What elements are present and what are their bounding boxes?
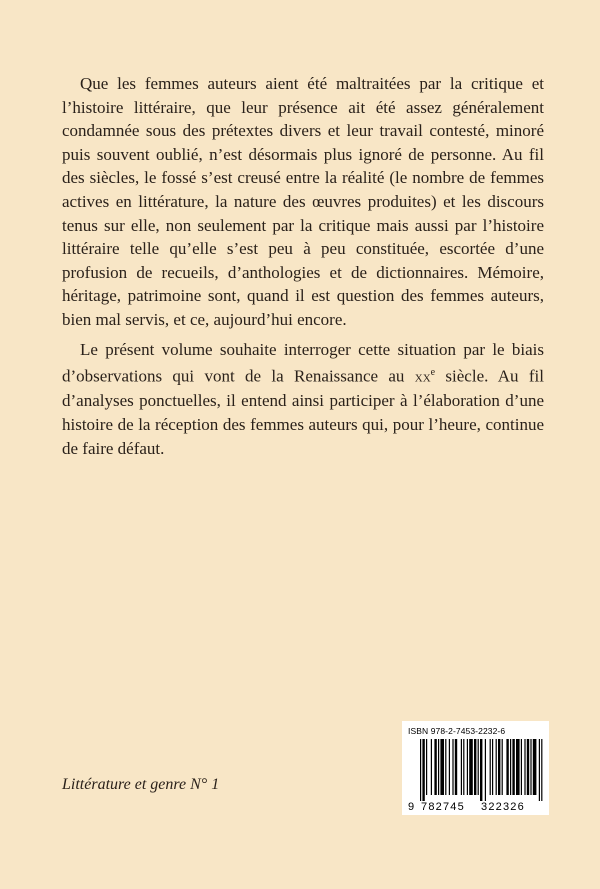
barcode-bar [490,739,491,795]
barcode-bar [502,739,503,795]
barcode-bar [492,739,493,795]
paragraph-2-part-1: Le présent volume souhaite interroger cette situation par le biais d’observations qui vont de la Renaissance au [62,339,544,386]
barcode-graphic [402,737,549,815]
barcode-bar [431,739,432,795]
barcode-group-1: 782745 [421,801,465,813]
barcode-bar [455,739,457,795]
barcode-bar [438,739,439,795]
barcode-bar [510,739,511,795]
barcode-bar [539,739,540,801]
barcode-bar [461,739,462,795]
barcode-bar [485,739,486,801]
barcode-bar [478,739,479,795]
paragraph-1: Que les femmes auteurs aient été maltraitées par la critique et l’histoire littéraire, que leur présence ait été assez généralement condamnée sous des prétextes divers et leur travail contesté, minoré puis souvent oublié, n’est désormais plus ignoré de personne. Au fil des siècles, le fossé s’est creusé entre la réalité (le nombre de femmes actives en littérature, la nature des œuvres produites) et les discours tenus sur elle, non seulement par la critique mais aussi par l’histoire littéraire telle qu’elle s’est peu à peu constituée, escortée d’une profusion de recueils, d’anthologies et de dictionnaires. Mémoire, héritage, patrimoine sont, quand il est question des femmes auteurs, bien mal servis, et ce, aujourd’hui encore. [62,74,544,329]
barcode-bar [498,739,500,795]
barcode-first-digit: 9 [408,801,415,813]
century-numeral: xx [414,368,431,386]
barcode-bar [434,739,436,795]
series-label: Littérature et genre N° 1 [62,776,220,793]
barcode-bar [426,739,427,795]
barcode-box [402,721,549,815]
barcode-bar [445,739,446,795]
barcode-bar [422,739,424,801]
barcode-bar [496,739,497,795]
isbn-label: ISBN 978-2-7453-2232-6 [408,726,506,736]
barcode-bar [480,739,482,801]
barcode-bar [521,739,522,795]
barcode-bar [463,739,464,795]
barcode-bar [449,739,450,795]
barcode-bar [533,739,537,795]
barcode-bar [467,739,468,795]
back-cover-text [62,72,544,460]
barcode-bar [469,739,473,795]
barcode-bar [474,739,476,795]
barcode-bar [440,739,444,795]
barcode-bar [541,739,542,801]
barcode-bar [524,739,525,795]
barcode-bar [530,739,531,795]
barcode-bar [506,739,508,795]
paragraph-2-part-2: siècle. Au fil d’analyses ponctuelles, il entend ainsi participer à l’élaboration d’une histoire de la réception des femmes auteurs qui, pour l’heure, continue de faire défaut. [62,366,544,458]
barcode-bar [512,739,514,795]
barcode-bar [452,739,453,795]
paragraph-2 [62,338,544,461]
barcode-bar [516,739,520,795]
barcode-bar [420,739,421,801]
barcode-group-2: 322326 [481,801,525,813]
barcode-bar [527,739,529,795]
century-superscript: e [430,367,436,379]
